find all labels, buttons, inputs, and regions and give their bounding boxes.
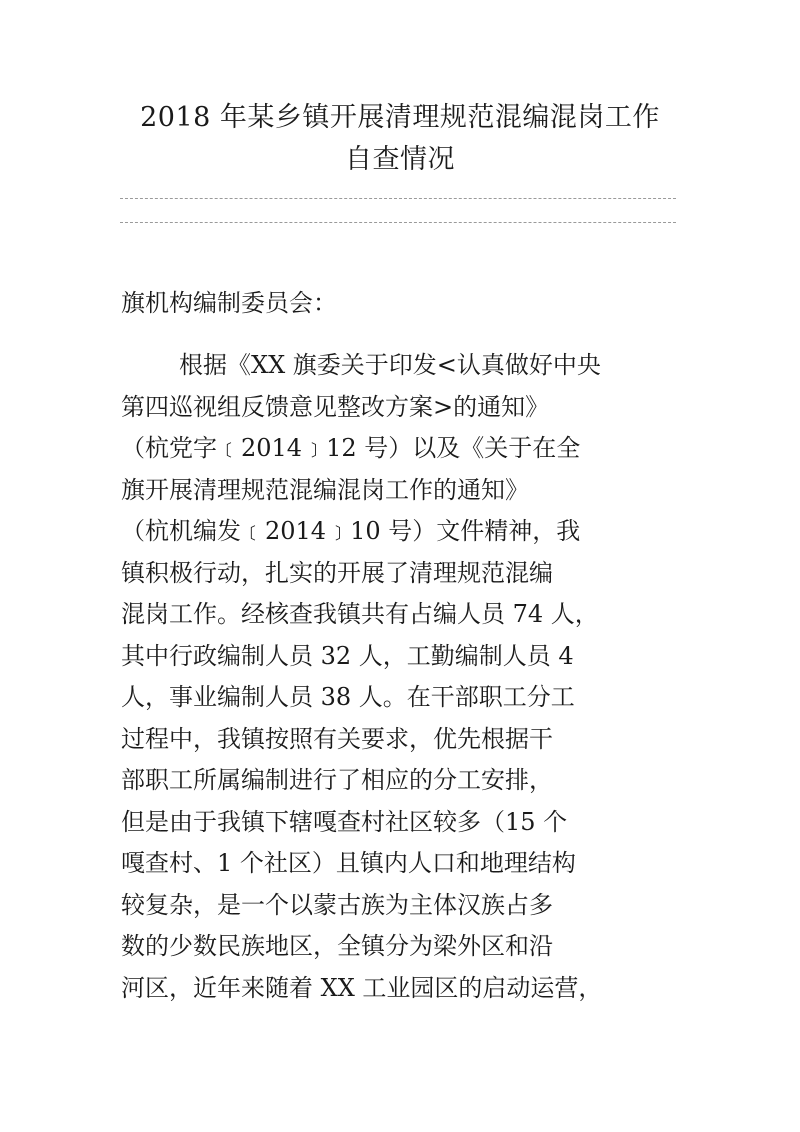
body-line: 过程中，我镇按照有关要求，优先根据干 [121,724,553,753]
body-paragraph [121,345,701,1009]
dashed-divider-bottom [120,222,676,223]
body-line: 河区，近年来随着 XX 工业园区的启动运营， [121,973,603,1002]
body-line: 旗开展清理规范混编混岗工作的通知》 [121,475,529,504]
body-line: 部职工所属编制进行了相应的分工安排， [121,766,553,794]
body-line: （杭机编发﹝2014﹞10 号）文件精神，我 [121,517,581,545]
body-line: 较复杂，是一个以蒙古族为主体汉族占多 [121,890,553,919]
body-line: 其中行政编制人员 32 人，工勤编制人员 4 [121,641,574,670]
body-line: 混岗工作。经核查我镇共有占编人员 74 人， [121,600,599,628]
body-line: 但是由于我镇下辖嘎查村社区较多（15 个 [121,807,568,836]
body-line: 第四巡视组反馈意见整改方案>的通知》 [121,392,550,421]
body-line: 数的少数民族地区，全镇分为梁外区和沿 [121,932,553,960]
document-title-line-2: 自查情况 [345,144,455,175]
dashed-divider-top [120,198,676,199]
body-line: （杭党字﹝2014﹞12 号）以及《关于在全 [121,434,581,462]
body-line: 嘎查村、1 个社区）且镇内人口和地理结构 [121,849,576,877]
body-line: 人，事业编制人员 38 人。在干部职工分工 [121,683,575,711]
document-title-line-1: 2018 年某乡镇开展清理规范混编混岗工作 [140,102,660,133]
body-line: 根据《XX 旗委关于印发<认真做好中央 [179,351,601,379]
salutation: 旗机构编制委员会： [121,289,337,317]
body-line: 镇积极行动，扎实的开展了清理规范混编 [121,558,553,587]
